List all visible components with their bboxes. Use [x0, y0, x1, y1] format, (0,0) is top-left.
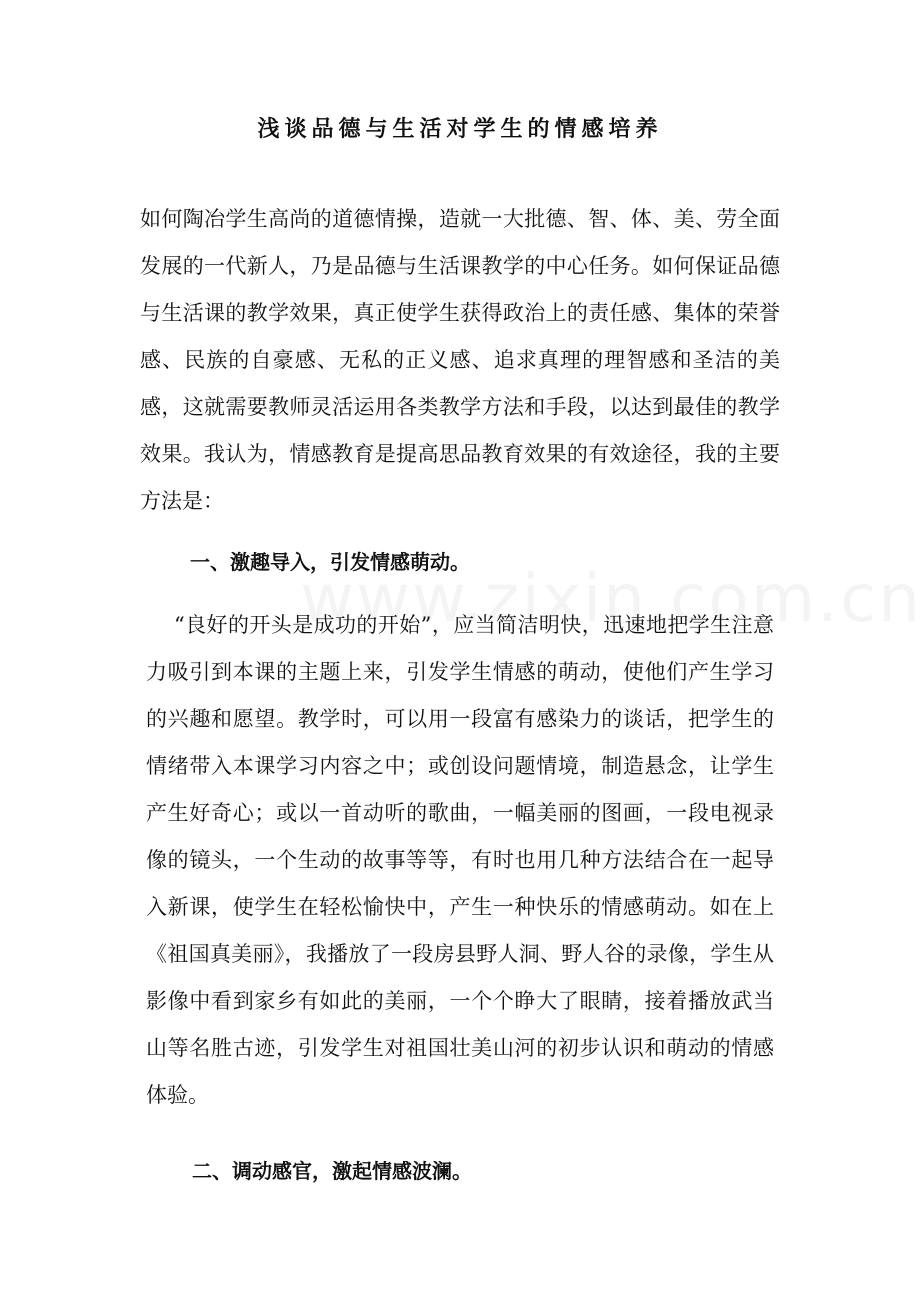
section-2-heading: 二、调动感官，激起情感波澜。	[192, 1159, 472, 1183]
section-1-heading: 一、激趣导入，引发情感萌动。	[190, 550, 470, 574]
intro-paragraph: 如何陶冶学生高尚的道德情操，造就一大批德、智、体、美、劳全面发展的一代新人，乃是品德与生活课教学的中心任务。如何保证品德与生活课的教学效果，真正使学生获得政治上的责任感、集体的荣誉感、民族的自豪感、无私的正义感、追求真理的理智感和圣洁的美感，这就需要教师灵活运用各类教学方法和手段，以达到最佳的教学效果。我认为，情感教育是提高思品教育效果的有效途径，我的主要方法是：	[140, 207, 780, 513]
section-1-paragraph: “良好的开头是成功的开始”，应当简洁明快，迅速地把学生注意力吸引到本课的主题上来，引发学生情感的萌动，使他们产生学习的兴趣和愿望。教学时，可以用一段富有感染力的谈话，把学生的情绪带入本课学习内容之中；或创设问题情境，制造悬念，让学生产生好奇心；或以一首动听的歌曲，一幅美丽的图画，一段电视录像的镜头，一个生动的故事等等，有时也用几种方法结合在一起导入新课，使学生在轻松愉快中，产生一种快乐的情感萌动。如在上《祖国真美丽》，我播放了一段房县野人洞、野人谷的录像，学生从影像中看到家乡有如此的美丽，一个个睁大了眼睛，接着播放武当山等名胜古迹，引发学生对祖国壮美山河的初步认识和萌动的情感体验。	[146, 613, 774, 1107]
document-title: 浅谈品德与生活对学生的情感培养	[257, 116, 663, 142]
